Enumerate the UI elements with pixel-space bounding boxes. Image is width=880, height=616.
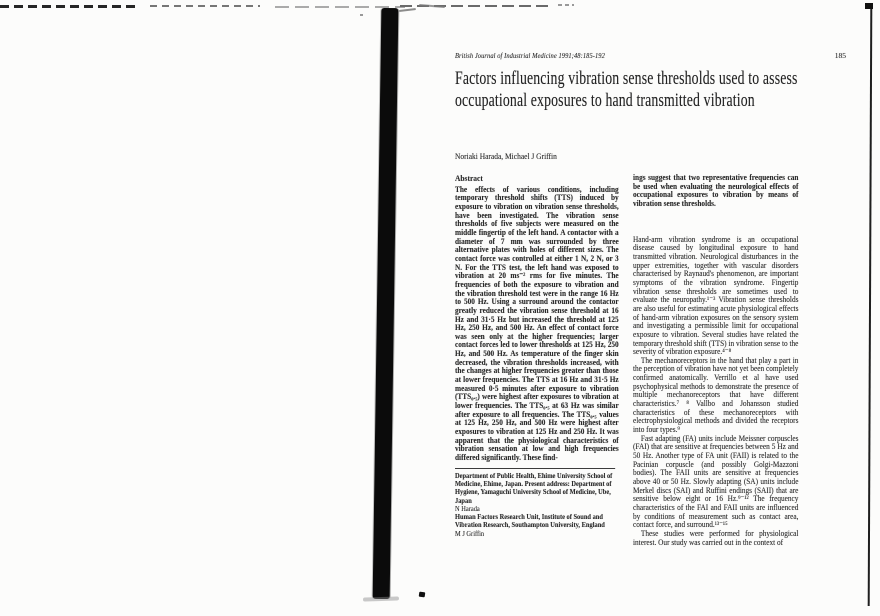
- top-edge-dashes-left: [0, 5, 140, 8]
- affiliation-1-author: N Harada: [455, 503, 480, 513]
- intro-paragraph-1: Hand-arm vibration syndrome is an occupational disease caused by longitudinal exposure to hand transmitted vibration. Neurological disturbances in the upper extremities, together with vascular disorders characterised by Raynaud's phenomenon, are important symptoms of the vibration syndrome. Fingertip vibration sense thresholds are sometimes used to evaluate the neuropathy.¹⁻³ Vibration sense thresholds are also useful for estimating acute physiological effects of hand-arm vibration exposures on the sensory system and investigating a permissible limit for occupational exposure to vibration. Several studies have related the temporary threshold shift (TTS) in vibration sense to the severity of vibration exposure.⁴⁻⁸: [633, 234, 799, 357]
- intro-paragraph-4: These studies were performed for physiological interest. Our study was carried out in the context of: [633, 528, 799, 547]
- intro-paragraph-2: The mechanoreceptors in the hand that play a part in the perception of vibration have not yet been completely confirmed anatomically. Verrillo et al have used psychophysical methods to demonstrate the presence of multiple mechanoreceptors that have different characteristics.⁷ ⁸ Vallbo and Johansson studied characteristics of these mechanoreceptors with electrophysiological methods and divided the receptors into four types.⁹: [633, 355, 799, 435]
- left-column: [455, 174, 619, 538]
- scan-smear-bottom: [363, 596, 399, 601]
- affiliations-footnote: [455, 468, 615, 538]
- right-column: [633, 174, 798, 547]
- authors-line: Noriaki Harada, Michael J Griffin: [455, 151, 557, 161]
- affiliation-1: Department of Public Health, Ehime University School of Medicine, Ehime, Japan. Present address: Department of Hygiene, Yamaguchi University School of Medicine, Ube, Japan: [455, 470, 613, 505]
- scan-spine-bar: [373, 8, 399, 599]
- scan-dot-bottom: [419, 592, 426, 598]
- journal-reference: British Journal of Industrial Medicine 1991;48:185-192: [455, 51, 605, 60]
- abstract-continuation: ings suggest that two representative frequencies can be used when evaluating the neurological effects of occupational exposures to vibration by means of vibration sense thresholds.: [633, 173, 799, 208]
- page-edge-cap: [865, 3, 873, 9]
- abstract-heading: Abstract: [455, 173, 483, 183]
- affiliation-2-author: M J Griffin: [455, 528, 485, 538]
- pen-mark-left: [399, 8, 416, 12]
- top-edge-dashes-mid: [150, 5, 260, 7]
- intro-paragraph-3: Fast adapting (FA) units include Meissner corpuscles (FAI) that are sensitive at frequencies between 5 Hz and 50 Hz. Another type of FA unit (FAII) is related to the Pacinian corpuscle (and possibly Golgi-Mazzoni bodies). The FAII units are sensitive at frequencies above 40 or 50 Hz. Slowly adapting (SA) units include Merkel discs (SAI) and Ruffini endings (SAII) that are sensitive below eight or 16 Hz.⁹⁻¹² The frequency characteristics of the FAI and FAII units are influenced by conditions of measurement such as contact area, contact force, and surround.¹³⁻¹⁵: [633, 433, 799, 530]
- paper-title: Factors influencing vibration sense thresholds used to assess occupational exposures to hand transmitted vibration: [455, 69, 798, 111]
- abstract-body: The effects of various conditions, including temporary threshold shifts (TTS) induced by exposure to vibration on vibration sense thresholds, have been investigated. The vibration sense thresholds of five subjects were measured on the middle fingertip of the left hand. A contactor with a diameter of 7 mm was surrounded by three alternative plates with holes of different sizes. The contact force was controlled at either 1 N, 2 N, or 3 N. For the TTS test, the left hand was exposed to vibration at 20 ms⁻² rms for five minutes. The frequencies of both the exposure to vibration and the vibration threshold test were in the range 16 Hz to 500 Hz. Using a surround around the contactor greatly reduced the vibration sense threshold at 16 Hz and 31·5 Hz but increased the threshold at 125 Hz, 250 Hz, and 500 Hz. An effect of contact force was seen only at the higher frequencies; larger contact forces led to lower thresholds at 125 Hz, 250 Hz, and 500 Hz. As temperature of the finger skin decreased, the vibration thresholds increased, with the changes at higher frequencies greater than those at lower frequencies. The TTS at 16 Hz and 31·5 Hz measured 0·5 minutes after exposure to vibration (TTS₀.₅) were highest after exposures to vibration at lower frequencies. The TTS₀.₅ at 63 Hz was similar after exposure to all frequencies. The TTS₀.₅ values at 125 Hz, 250 Hz, and 500 Hz were highest after exposures to vibration at 125 Hz and 250 Hz. It was apparent that the physiological characteristics of vibration sensation at low and high frequencies differed significantly. These find-: [455, 184, 619, 462]
- page-edge-line: [868, 6, 873, 606]
- affiliation-2: Human Factors Research Unit, Institute of Sound and Vibration Research, Southampton University, England: [455, 512, 605, 530]
- top-edge-speckle: [558, 4, 574, 6]
- page-number: 185: [834, 51, 846, 60]
- running-header: [455, 51, 848, 63]
- scan-speck: [360, 14, 363, 16]
- paper-content: [455, 48, 848, 608]
